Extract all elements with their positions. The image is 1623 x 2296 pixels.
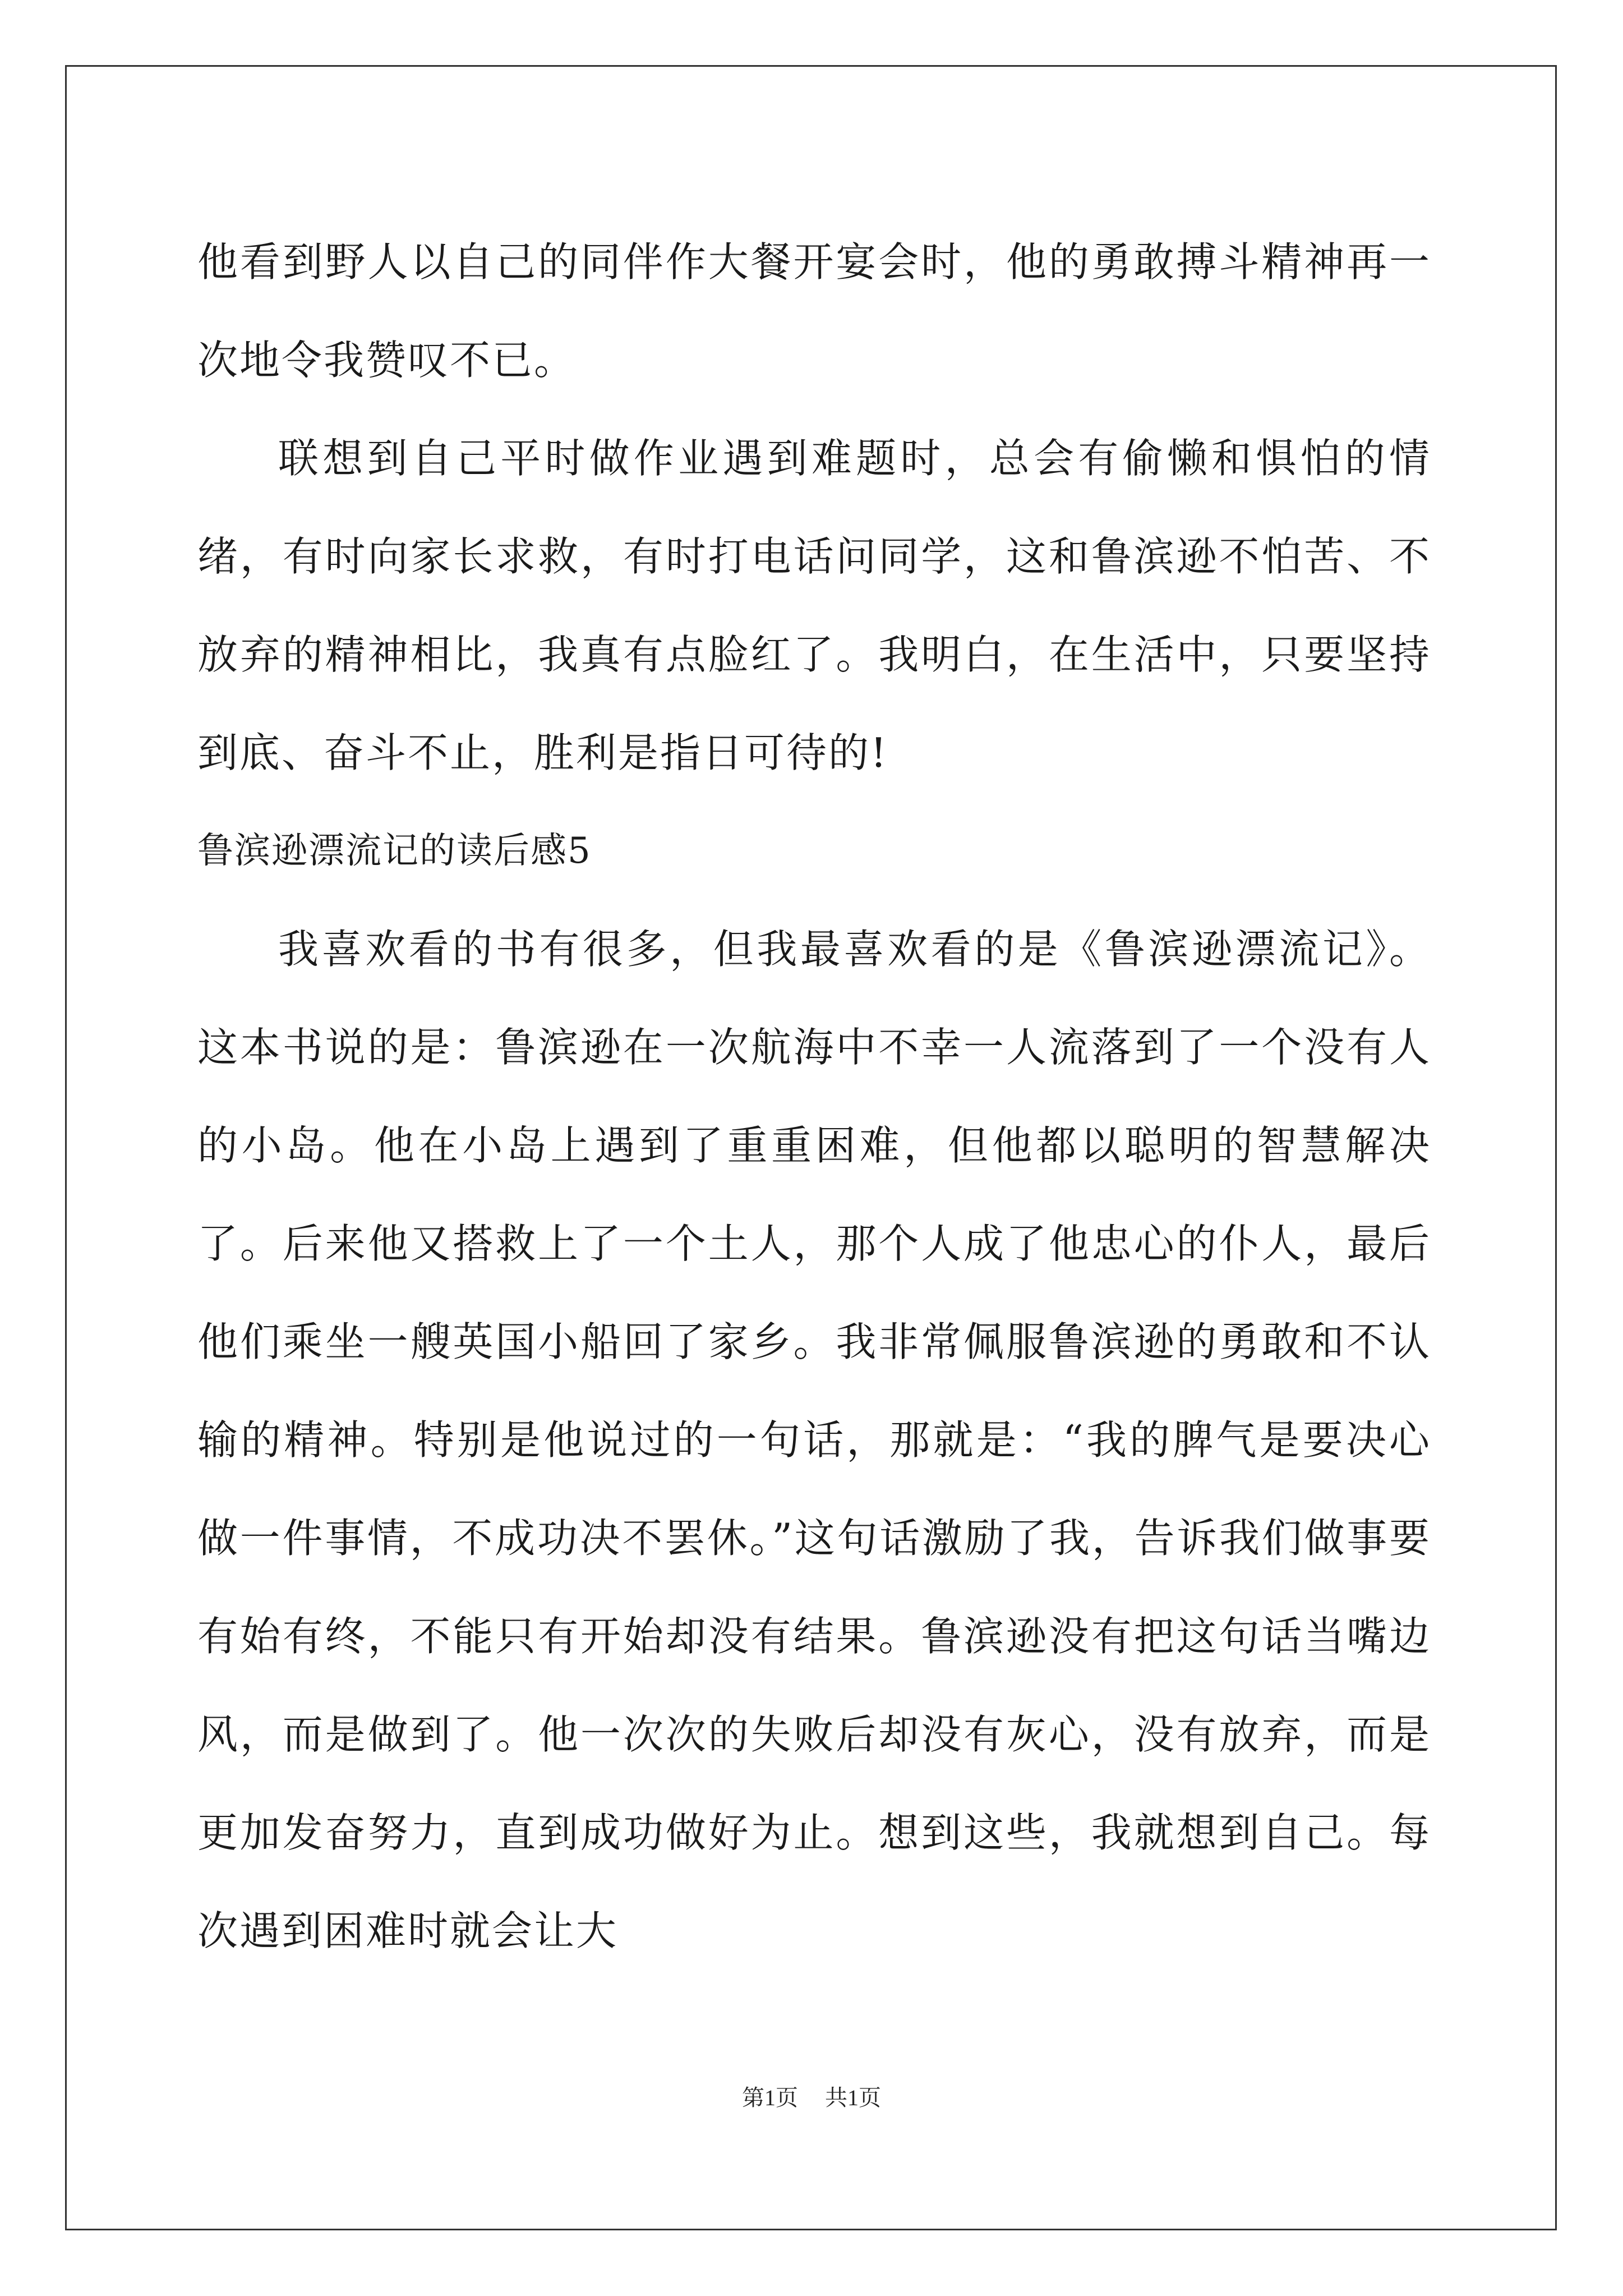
page-footer — [0, 2080, 1623, 2112]
paragraph-reflection: 联想到自己平时做作业遇到难题时，总会有偷懒和惧怕的情绪，有时向家长求救，有时打电话问同学，这和鲁滨逊不怕苦、不放弃的精神相比，我真有点脸红了。我明白，在生活中，只要坚持到底、奋斗不止，胜利是指日可待的! — [197, 435, 1431, 776]
page-total: 共1页 — [825, 2085, 881, 2110]
page-number: 第1页 — [742, 2085, 798, 2110]
paragraph-continuation: 他看到野人以自己的同伴作大餐开宴会时，他的勇敢搏斗精神再一次地令我赞叹不已。 — [197, 238, 1431, 384]
document-body — [197, 213, 1431, 1980]
paragraph-review: 我喜欢看的书有很多，但我最喜欢看的是《鲁滨逊漂流记》。 这本书说的是：鲁滨逊在一次航海中不幸一人流落到了一个没有人的小岛。他在小岛上遇到了重重困难，但他都以聪明的智慧解决了。后来他又搭救上了一个土人，那个人成了他忠心的仆人，最后他们乘坐一艘英国小船回了家乡。我非常佩服鲁滨逊的勇敢和不认输的精神。特别是他说过的一句话，那就是：“我的脾气是要决心做一件事情，不成功决不罢休。”这句话激励了我，告诉我们做事要有始有终，不能只有开始却没有结果。鲁滨逊没有把这句话当嘴边风，而是做到了。他一次次的失败后却没有灰心，没有放弃，而是更加发奋努力，直到成功做好为止。想到这些，我就想到自己。每次遇到困难时就会让大 — [197, 926, 1431, 1954]
section-heading: 鲁滨逊漂流记的读后感5 — [197, 830, 592, 872]
